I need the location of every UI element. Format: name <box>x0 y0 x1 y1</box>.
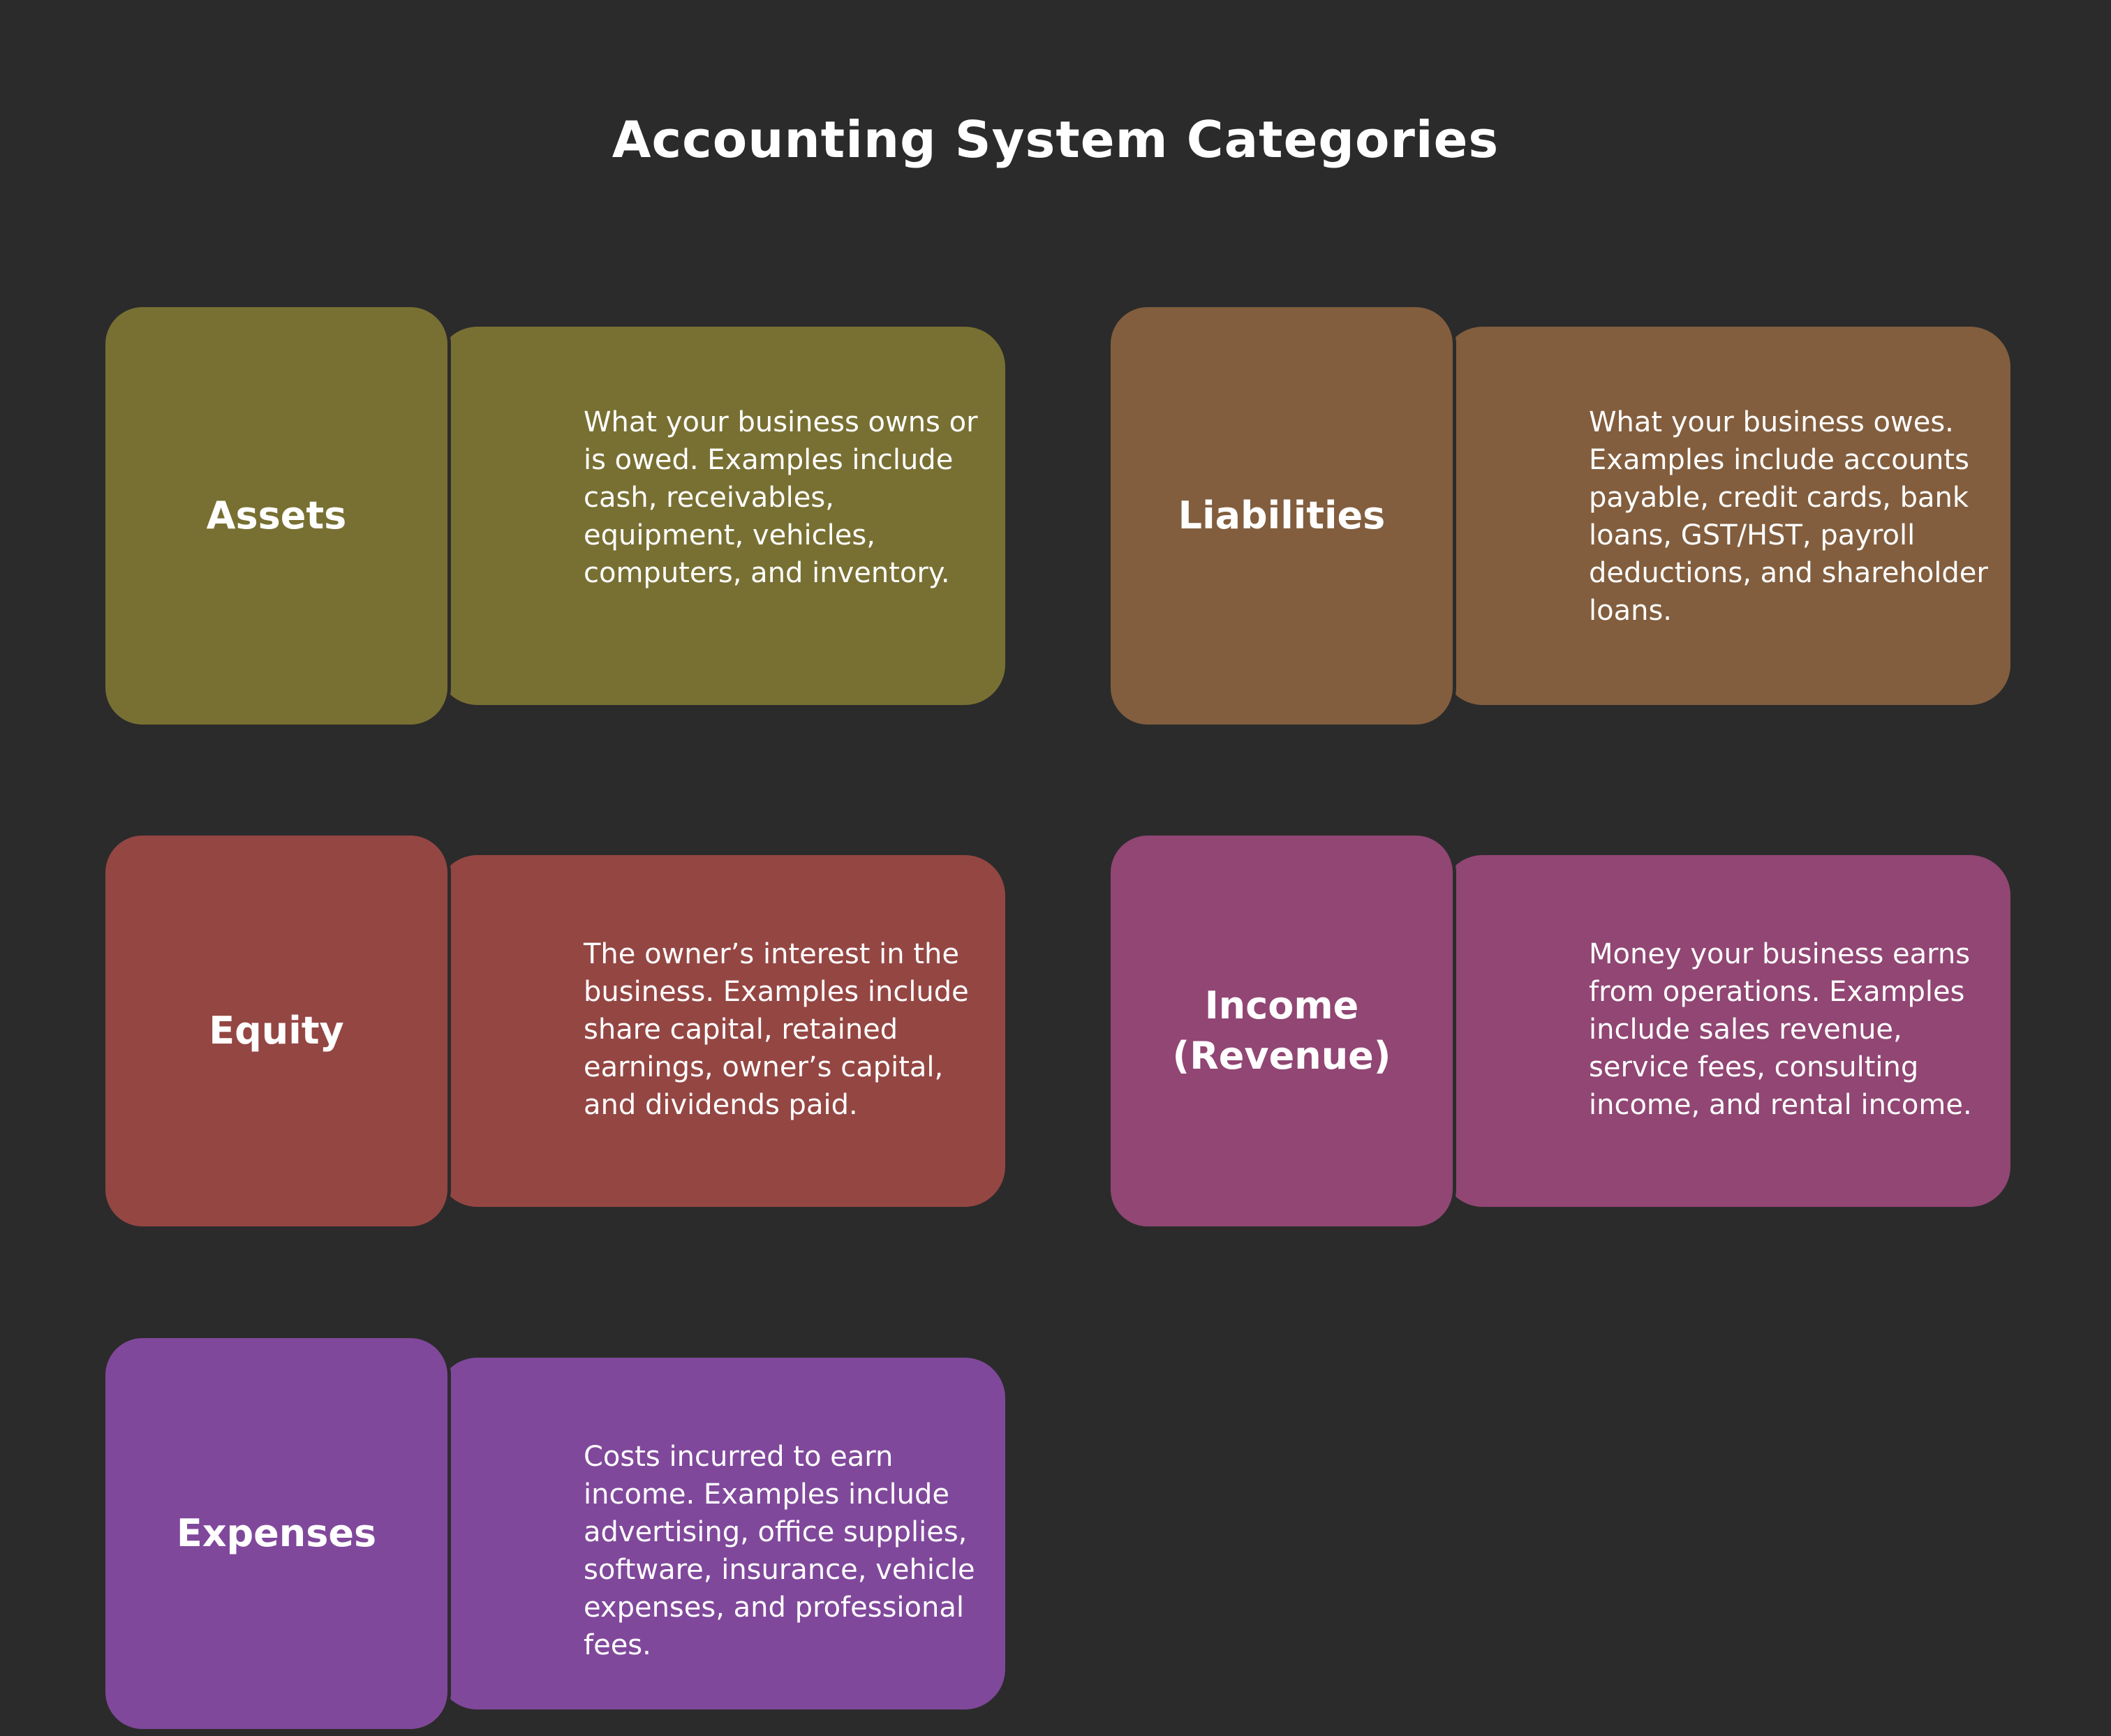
category-description: The owner’s interest in the business. Examples include share capital, retained earnings, owner’s capital, and dividends paid. <box>584 938 969 1121</box>
category-label: Equity <box>209 1009 344 1053</box>
category-label: Income (Revenue) <box>1172 984 1391 1078</box>
diagram-title: Accounting System Categories <box>612 110 1499 169</box>
category-label: Assets <box>206 494 347 537</box>
category-description: What your business owns or is owed. Examples include cash, receivables, equipment, vehicles, computers, and inventory. <box>584 406 978 589</box>
category-label-box <box>102 832 451 1230</box>
category-label-box <box>1107 304 1456 728</box>
category-description: What your business owes. Examples include accounts payable, credit cards, bank loans, GST/HST, payroll deductions, and shareholder loans. <box>1589 406 1988 627</box>
category-label-box <box>102 1335 451 1733</box>
category-label-box <box>1107 832 1456 1230</box>
category-label: Liabilities <box>1178 494 1386 537</box>
category-label: Expenses <box>176 1511 377 1555</box>
category-description: Money your business earns from operations. Examples include sales revenue, service fees, consulting income, and rental income. <box>1589 938 1972 1121</box>
category-description: Costs incurred to earn income. Examples include advertising, office supplies, software, insurance, vehicle expenses, and professional fees. <box>584 1441 975 1661</box>
category-label-box <box>102 304 451 728</box>
